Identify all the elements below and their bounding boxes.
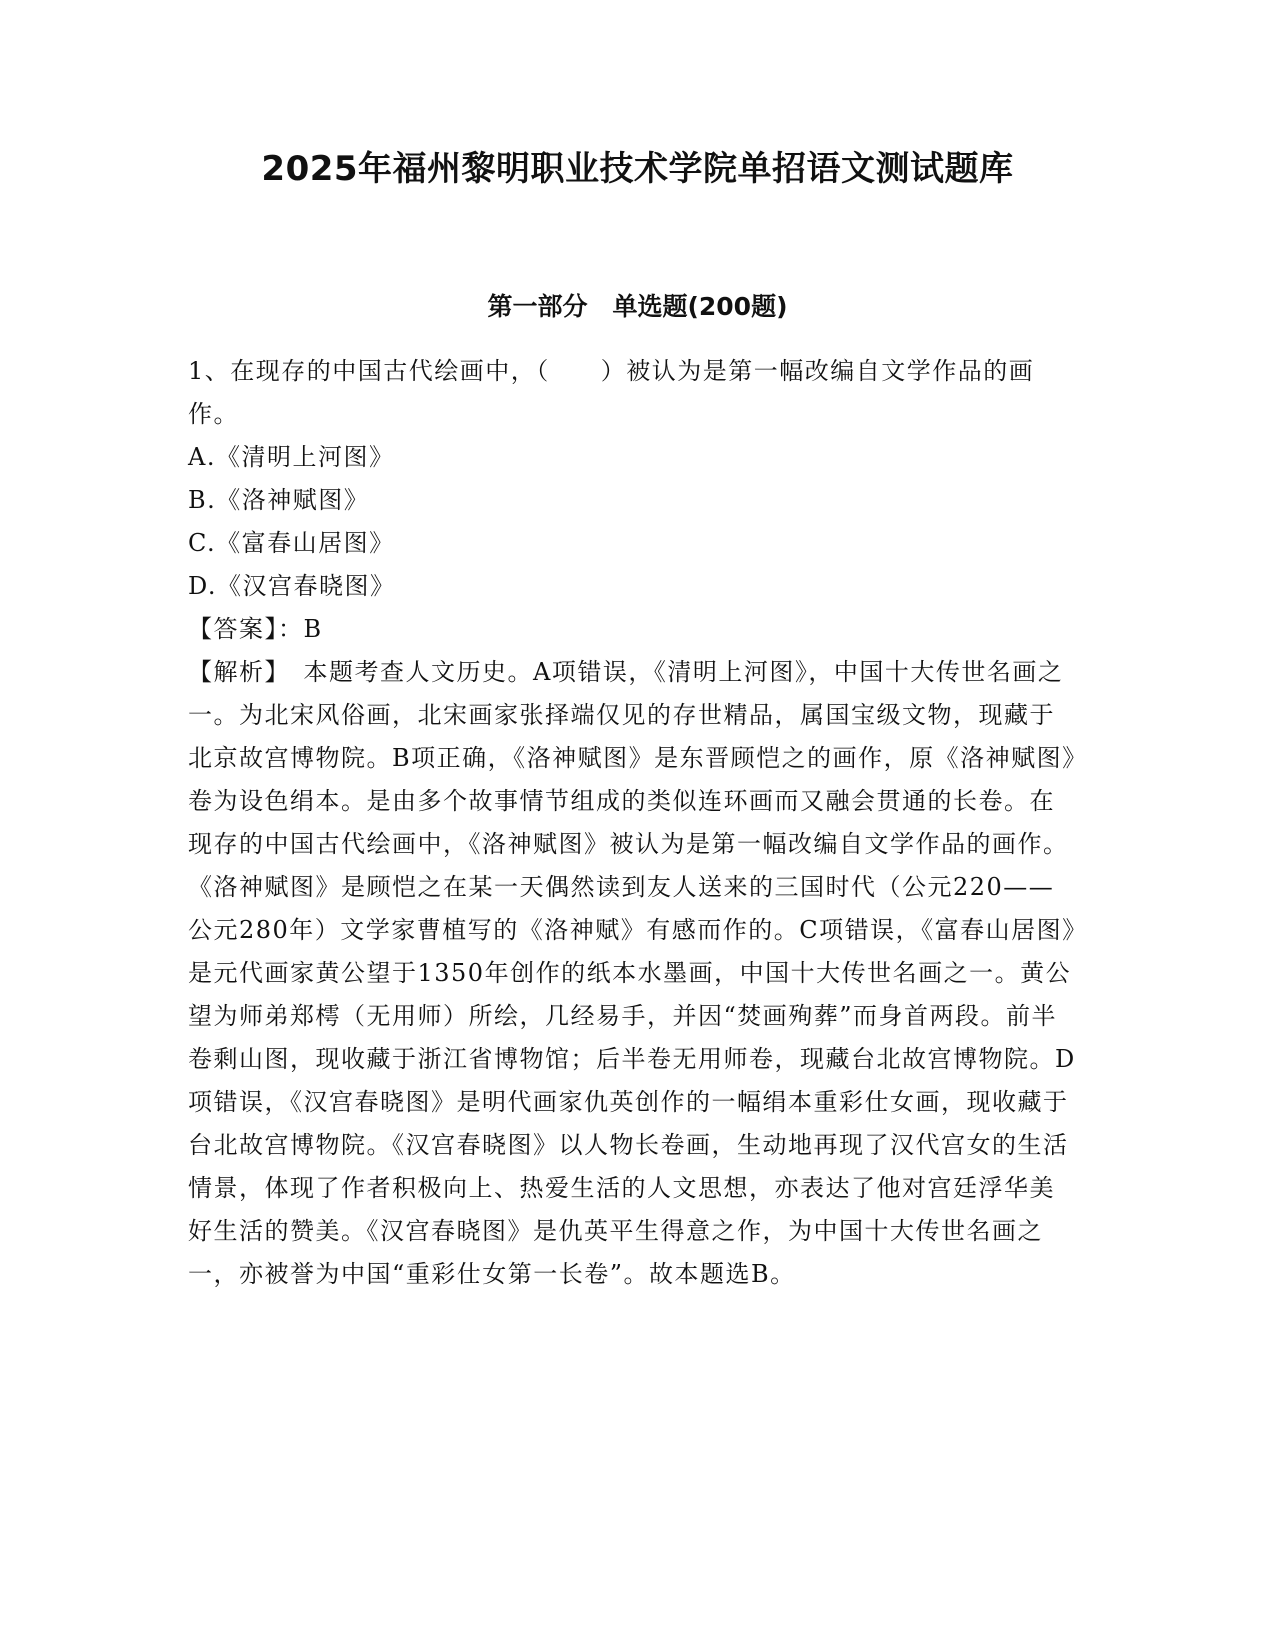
analysis-paragraph [188,651,1078,1296]
option-a: A.《清明上河图》 [188,443,395,471]
question-stem [188,350,1078,436]
analysis-text: 本题考查人文历史。A项错误，《清明上河图》，中国十大传世名画之一。为北宋风俗画，北宋画家张择端仅见的存世精品，属国宝级文物，现藏于北京故宫博物院。B项正确，《洛神赋图》是东晋顾恺之的画作，原《洛神赋图》卷为设色绢本。是由多个故事情节组成的类似连环画而又融会贯通的长卷。在现存的中国古代绘画中，《洛神赋图》被认为是第一幅改编自文学作品的画作。《洛神赋图》是顾恺之在某一天偶然读到友人送来的三国时代（公元220——公元280年）文学家曹植写的《洛神赋》有感而作的。C项错误，《富春山居图》是元代画家黄公望于1350年创作的纸本水墨画，中国十大传世名画之一。黄公望为师弟郑樗（无用师）所绘，几经易手，并因“焚画殉葬”而身首两段。前半卷剩山图，现收藏于浙江省博物馆；后半卷无用师卷，现藏台北故宫博物院。D项错误，《汉宫春晓图》是明代画家仇英创作的一幅绢本重彩仕女画，现收藏于台北故宫博物院。《汉宫春晓图》以人物长卷画，生动地再现了汉代宫女的生活情景，体现了作者积极向上、热爱生活的人文思想，亦表达了他对宫廷浮华美好生活的赞美。《汉宫春晓图》是仇英平生得意之作，为中国十大传世名画之一，亦被誉为中国“重彩仕女第一长卷”。故本题选B。 [188,658,1076,1288]
option-b: B.《洛神赋图》 [188,486,370,514]
answer-value: B [303,615,323,643]
option-d: D.《汉宫春晓图》 [188,572,396,600]
question-blank [550,357,601,385]
answer-line [188,608,1078,651]
option-c: C.《富春山居图》 [188,529,395,557]
question-stem-before: 1、在现存的中国古代绘画中，（ [188,357,550,385]
question-stem-after: ）被认为是第一幅改编自文学作品的画作。 [188,357,1035,428]
document-title: 2025年福州黎明职业技术学院单招语文测试题库 [261,149,1014,189]
section-title: 第一部分 单选题(200题) [487,292,788,321]
question-block [188,350,1078,1296]
analysis-label: 【解析】 [188,658,278,686]
answer-label: 【答案】： [188,615,304,643]
